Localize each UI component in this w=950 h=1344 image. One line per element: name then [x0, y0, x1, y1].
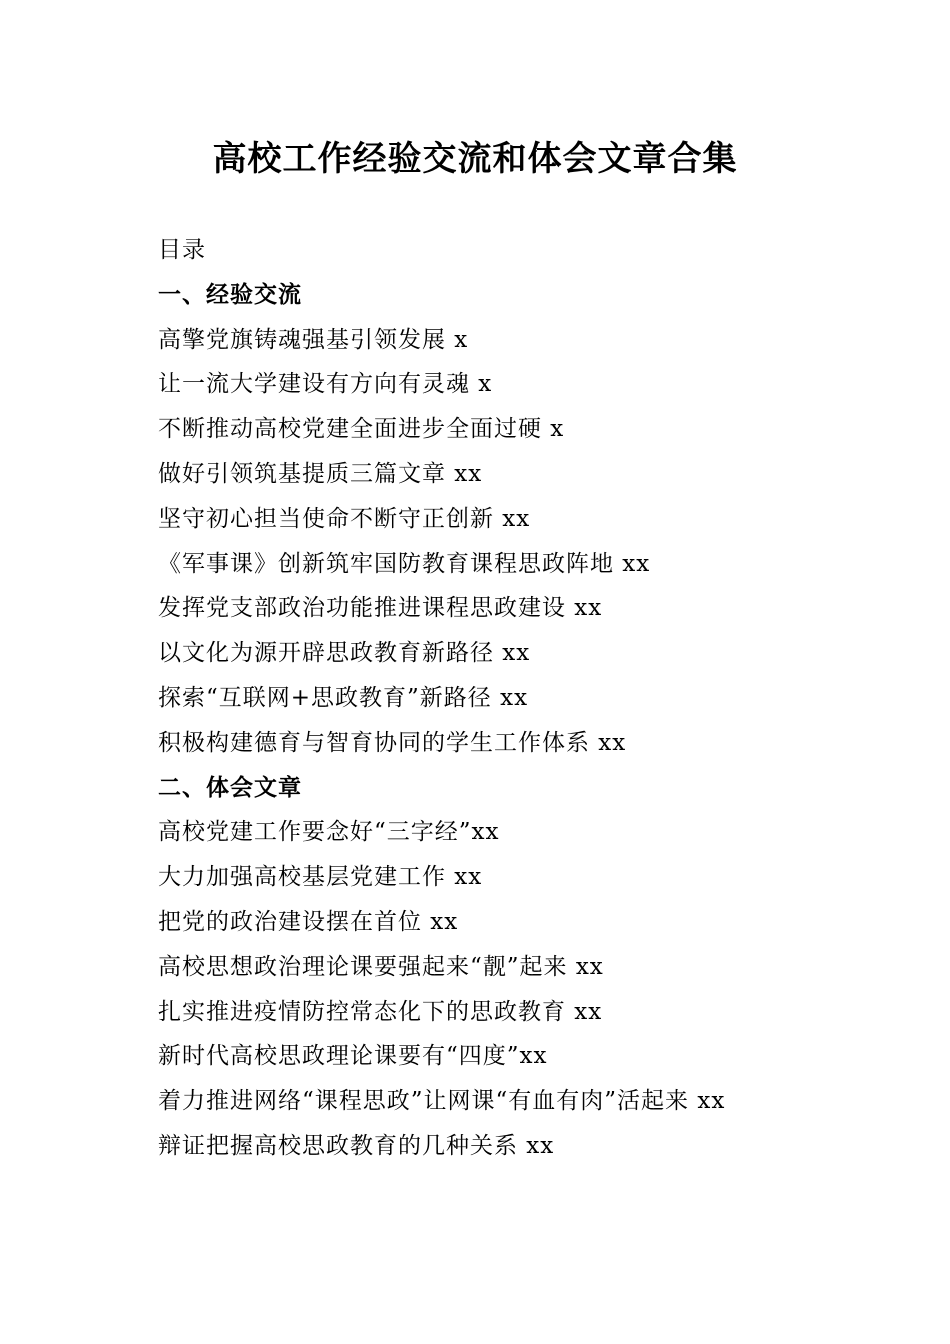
toc-entry: 高校思想政治理论课要强起来“靓”起来 xx [158, 953, 604, 980]
section-heading-articles: 二、体会文章 [158, 774, 302, 801]
toc-entry: 《军事课》创新筑牢国防教育课程思政阵地 xx [158, 550, 651, 577]
section-heading-experience: 一、经验交流 [158, 281, 302, 308]
toc-entry: 着力推进网络“课程思政”让网课“有血有肉”活起来 xx [158, 1088, 726, 1115]
toc-entry: 把党的政治建设摆在首位 xx [158, 908, 459, 935]
toc-entry: 新时代高校思政理论课要有“四度”xx [158, 1043, 548, 1070]
toc-entry: 探索“互联网+思政教育”新路径 xx [158, 684, 529, 711]
toc-entry: 坚守初心担当使命不断守正创新 xx [158, 505, 531, 532]
toc-entry: 辩证把握高校思政教育的几种关系 xx [158, 1132, 555, 1159]
toc-entry: 以文化为源开辟思政教育新路径 xx [158, 640, 531, 667]
toc-entry: 发挥党支部政治功能推进课程思政建设 xx [158, 595, 603, 622]
toc-entry: 扎实推进疫情防控常态化下的思政教育 xx [158, 998, 603, 1025]
toc-entry: 不断推动高校党建全面进步全面过硬 x [158, 416, 565, 443]
toc-entry: 积极构建德育与智育协同的学生工作体系 xx [158, 729, 627, 756]
toc-entry: 高擎党旗铸魂强基引领发展 x [158, 326, 469, 353]
toc-entry: 大力加强高校基层党建工作 xx [158, 864, 483, 891]
toc-label: 目录 [158, 237, 206, 263]
toc-entry: 做好引领筑基提质三篇文章 xx [158, 460, 483, 487]
table-of-contents [158, 228, 858, 1169]
toc-entry: 高校党建工作要念好“三字经”xx [158, 819, 500, 846]
toc-entry: 让一流大学建设有方向有灵魂 x [158, 371, 493, 398]
document-title: 高校工作经验交流和体会文章合集 [212, 139, 738, 179]
